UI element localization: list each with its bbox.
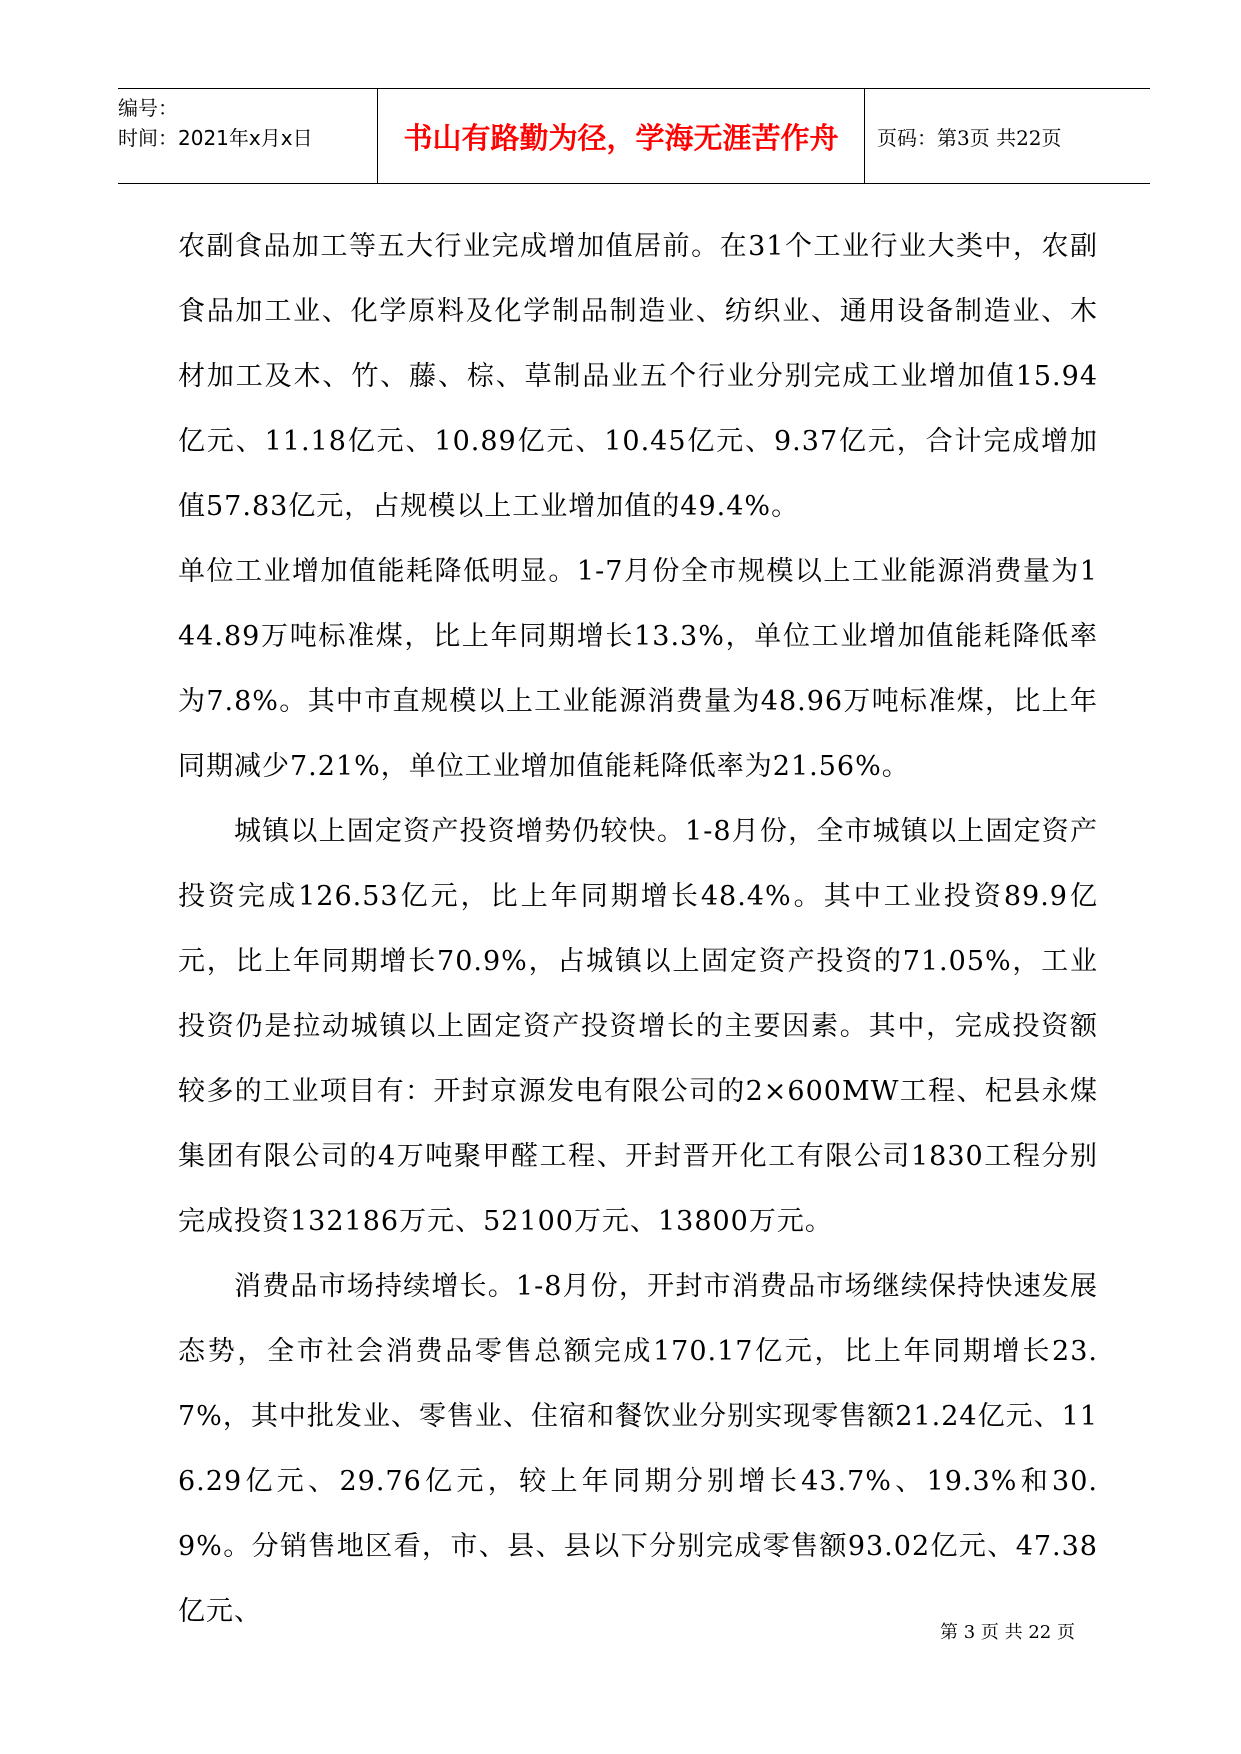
header-motto: 书山有路勤为径，学海无涯苦作舟 bbox=[378, 89, 865, 183]
paragraph-consumer-market: 消费品市场持续增长。1-8月份，开封市消费品市场继续保持快速发展态势，全市社会消费品零售总额完成170.17亿元，比上年同期增长23.7%，其中批发业、零售业、住宿和餐饮业分别实现零售额21.24亿元、116.29亿元、29.76亿元，较上年同期分别增长43.7%、19.3%和30.9%。分销售地区看，市、县、县以下分别完成零售额93.02亿元、47.38亿元、 bbox=[178, 1271, 1098, 1627]
document-time-label: 时间：2021年x月x日 bbox=[118, 126, 313, 150]
paragraph-fixed-asset-investment: 城镇以上固定资产投资增势仍较快。1-8月份，全市城镇以上固定资产投资完成126.53亿元，比上年同期增长48.4%。其中工业投资89.9亿元，比上年同期增长70.9%，占城镇以上固定资产投资的71.05%，工业投资仍是拉动城镇以上固定资产投资增长的主要因素。其中，完成投资额较多的工业项目有：开封京源发电有限公司的2×600MW工程、杞县永煤集团有限公司的4万吨聚甲醛工程、开封晋开化工有限公司1830工程分别完成投资132186万元、52100万元、13800万元。 bbox=[178, 816, 1098, 1237]
paragraph-energy-consumption: 单位工业增加值能耗降低明显。1-7月份全市规模以上工业能源消费量为144.89万吨标准煤，比上年同期增长13.3%，单位工业增加值能耗降低率为7.8%。其中市直规模以上工业能源消费量为48.96万吨标准煤，比上年同期减少7.21%，单位工业增加值能耗降低率为21.56%。 bbox=[178, 556, 1098, 782]
header-meta bbox=[118, 89, 378, 183]
header-page-number: 页码：第3页 共22页 bbox=[877, 125, 1062, 150]
page-header bbox=[118, 88, 1150, 184]
paragraph-industry-sectors: 农副食品加工等五大行业完成增加值居前。在31个工业行业大类中，农副食品加工业、化学原料及化学制品制造业、纺织业、通用设备制造业、木材加工及木、竹、藤、棕、草制品业五个行业分别完成工业增加值15.94亿元、11.18亿元、10.89亿元、10.45亿元、9.37亿元，合计完成增加值57.83亿元，占规模以上工业增加值的49.4%。 bbox=[178, 231, 1098, 522]
page-footer: 第 3 页 共 22 页 bbox=[940, 1622, 1075, 1643]
document-body bbox=[178, 214, 1098, 1644]
document-number-label: 编号： bbox=[118, 96, 178, 120]
